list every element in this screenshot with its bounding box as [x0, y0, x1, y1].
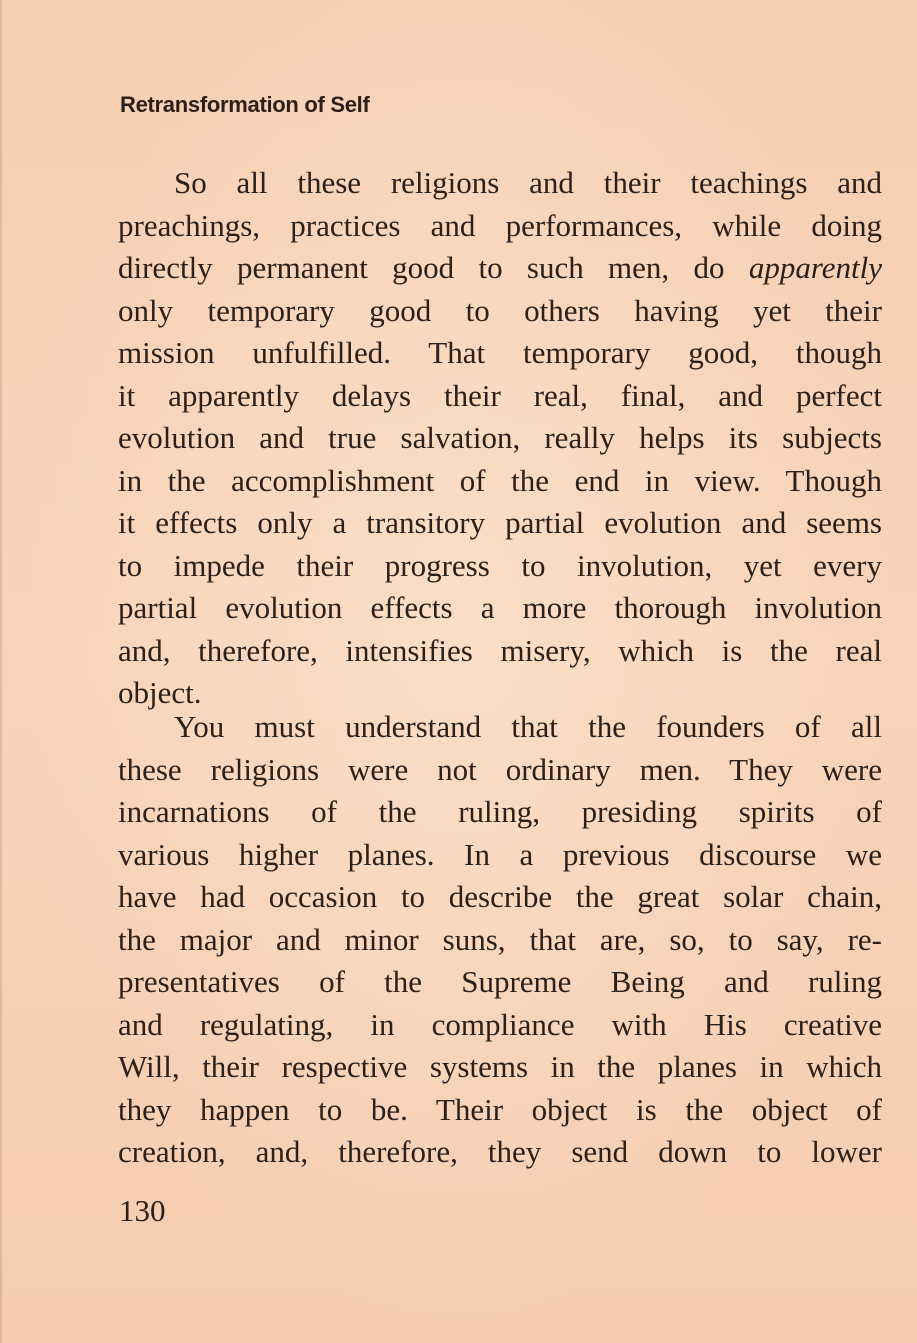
text-line: and, therefore, intensifies misery, which is the real: [118, 632, 882, 668]
text-line: You must understand that the founders of all: [174, 709, 882, 744]
text-line: [118, 247, 882, 290]
text-line: the major and minor suns, that are, so, to say, re-: [118, 921, 882, 957]
text-line: evolution and true salvation, really helps its subjects: [118, 420, 882, 455]
emphasized-word: apparently: [748, 250, 882, 285]
text-line: mission unfulfilled. That temporary good, though: [118, 335, 882, 370]
text-line: object.: [118, 675, 202, 710]
text-line: these religions were not ordinary men. They were: [118, 751, 882, 787]
text-line: various higher planes. In a previous discourse we: [118, 836, 882, 872]
text-line: creation, and, therefore, they send down to lower: [118, 1134, 882, 1169]
text-line: presentatives of the Supreme Being and ruling: [118, 964, 882, 999]
text-line: incarnations of the ruling, presiding spirits of: [118, 794, 882, 829]
paragraph-2: [118, 706, 882, 1174]
text-line: and regulating, in compliance with His creative: [118, 1006, 882, 1042]
text-segment: directly permanent good to such men, do: [118, 250, 749, 285]
text-line: only temporary good to others having yet their: [118, 292, 882, 328]
text-line: Will, their respective systems in the planes in which: [118, 1049, 882, 1084]
paragraph-1: [118, 162, 882, 715]
page-number: 130: [119, 1193, 166, 1228]
text-line: to impede their progress to involution, yet every: [118, 547, 882, 583]
text-line: it apparently delays their real, final, and perfect: [118, 377, 882, 413]
running-head: Retransformation of Self: [120, 92, 370, 117]
text-line: So all these religions and their teachings and: [174, 165, 882, 200]
page-edge-shadow: [0, 0, 3, 1343]
text-line: partial evolution effects a more thorough involution: [118, 590, 882, 625]
text-line: in the accomplishment of the end in view. Though: [118, 462, 882, 498]
text-line: preachings, practices and performances, while doing: [118, 207, 882, 243]
text-line: it effects only a transitory partial evolution and seems: [118, 505, 882, 540]
text-line: they happen to be. Their object is the object of: [118, 1091, 882, 1127]
text-line: have had occasion to describe the great solar chain,: [118, 879, 882, 914]
